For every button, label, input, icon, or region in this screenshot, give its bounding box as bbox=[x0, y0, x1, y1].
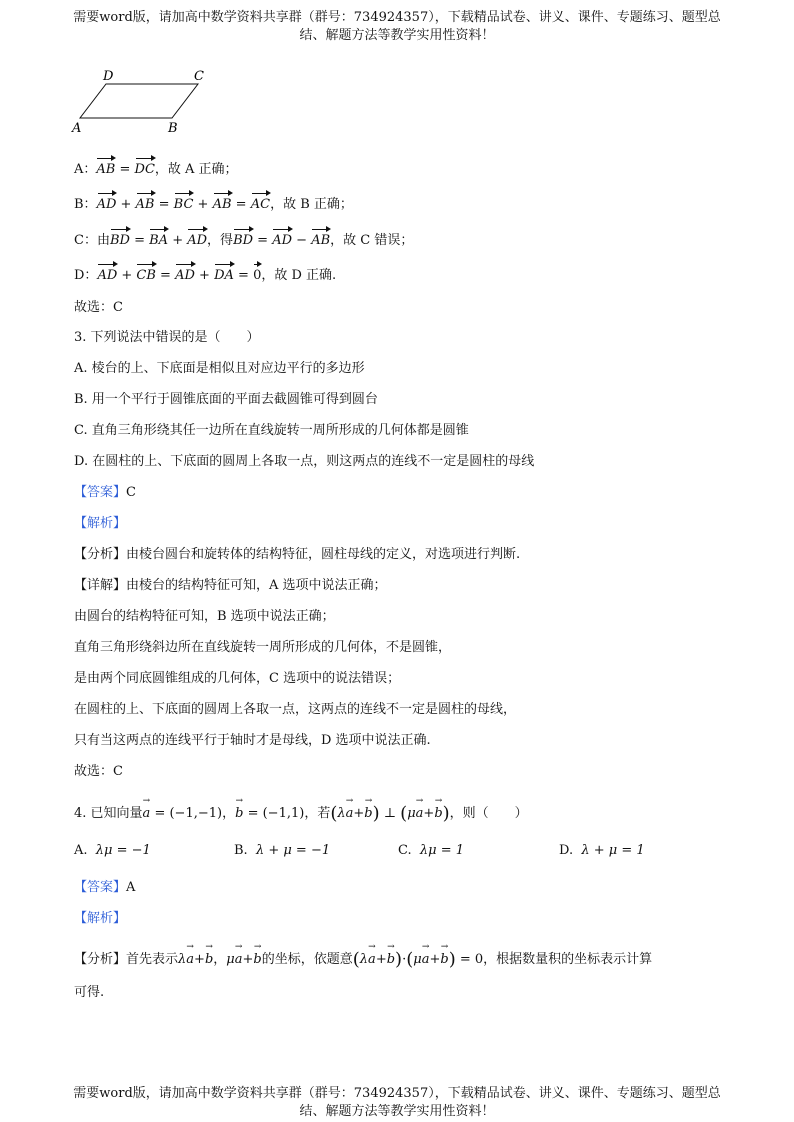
q3-detail-line: 只有当这两点的连线平行于轴时才是母线，D 选项中说法正确. bbox=[74, 733, 431, 748]
q4-option-d[interactable]: D. λ + μ = 1 bbox=[559, 843, 645, 858]
q3-answer: 【答案】C bbox=[74, 485, 136, 500]
q3-detail-line: 在圆柱的上、下底面的圆周上各取一点，这两点的连线不一定是圆柱的母线， bbox=[74, 702, 517, 717]
q3-detail-line: 直角三角形绕斜边所在直线旋转一周所形成的几何体，不是圆锥， bbox=[74, 640, 452, 655]
q4-option-c[interactable]: C. λμ = 1 bbox=[398, 843, 465, 858]
promo-banner-top bbox=[60, 9, 734, 45]
vertex-label-a: A bbox=[72, 121, 82, 136]
q4-answer: 【答案】A bbox=[74, 880, 136, 895]
q4-stem: 4. 已知向量a → = (−1,−1)，b → = (−1,1)，若(λa →+b →) ⊥ (μa →+b →)，则（ ） bbox=[74, 800, 528, 824]
q3-option-c: C. 直角三角形绕其任一边所在直线旋转一周所形成的几何体都是圆锥 bbox=[74, 423, 469, 438]
q2-line-d: D：AD + CB = AD + DA = 0，故 D 正确. bbox=[74, 263, 336, 286]
q3-stem: 3. 下列说法中错误的是（ ） bbox=[74, 330, 260, 345]
parallelogram-shape bbox=[80, 84, 198, 118]
vertex-label-c: C bbox=[194, 69, 204, 84]
q3-conclusion: 故选：C bbox=[74, 764, 123, 779]
q4-option-a[interactable]: A. λμ = −1 bbox=[74, 843, 151, 858]
parallelogram-figure bbox=[70, 66, 220, 138]
promo-banner-bottom bbox=[60, 1085, 734, 1121]
q3-fenxi: 【分析】由棱台圆台和旋转体的结构特征，圆柱母线的定义，对选项进行判断. bbox=[74, 547, 521, 562]
q4-analysis-heading: 【解析】 bbox=[74, 911, 127, 926]
q3-option-d: D. 在圆柱的上、下底面的圆周上各取一点，则这两点的连线不一定是圆柱的母线 bbox=[74, 454, 535, 469]
vertex-label-d: D bbox=[103, 69, 114, 84]
answer-tag: 【答案】 bbox=[74, 485, 127, 500]
q2-line-b: B：AD + AB = BC + AB = AC，故 B 正确； bbox=[74, 192, 353, 215]
q3-detail-line: 由圆台的结构特征可知，B 选项中说法正确； bbox=[74, 609, 335, 624]
q3-option-b: B. 用一个平行于圆锥底面的平面去截圆锥可得到圆台 bbox=[74, 392, 378, 407]
q4-fenxi: 【分析】首先表示λa →+b →，μa →+b →的坐标，依题意(λa →+b →)·(μa →+b →) = 0，根据数量积的坐标表示计算 bbox=[74, 946, 652, 970]
promo-banner-line2: 结、解题方法等教学实用性资料！ bbox=[299, 1104, 495, 1119]
q2-conclusion: 故选：C bbox=[74, 300, 123, 315]
q3-analysis-heading: 【解析】 bbox=[74, 516, 127, 531]
q3-xiangjie: 【详解】由棱台的结构特征可知，A 选项中说法正确； bbox=[74, 578, 387, 593]
promo-banner-line1: 需要word版，请加高中数学资料共享群（群号：734924357），下载精品试卷、讲义、课件、专题练习、题型总 bbox=[73, 1086, 721, 1101]
vertex-label-b: B bbox=[168, 121, 178, 136]
q3-option-a: A. 棱台的上、下底面是相似且对应边平行的多边形 bbox=[74, 361, 365, 376]
q3-detail-line: 是由两个同底圆锥组成的几何体，C 选项中的说法错误； bbox=[74, 671, 401, 686]
q2-line-c: C：由BD = BA + AD，得BD = AD − AB，故 C 错误； bbox=[74, 228, 413, 251]
promo-banner-line2: 结、解题方法等教学实用性资料！ bbox=[299, 28, 495, 43]
promo-banner-line1: 需要word版，请加高中数学资料共享群（群号：734924357），下载精品试卷、讲义、课件、专题练习、题型总 bbox=[73, 10, 721, 25]
q4-fenxi-cont: 可得. bbox=[74, 985, 105, 1000]
q2-line-a: A：AB = DC，故 A 正确； bbox=[74, 157, 238, 180]
q4-option-b[interactable]: B. λ + μ = −1 bbox=[234, 843, 331, 858]
